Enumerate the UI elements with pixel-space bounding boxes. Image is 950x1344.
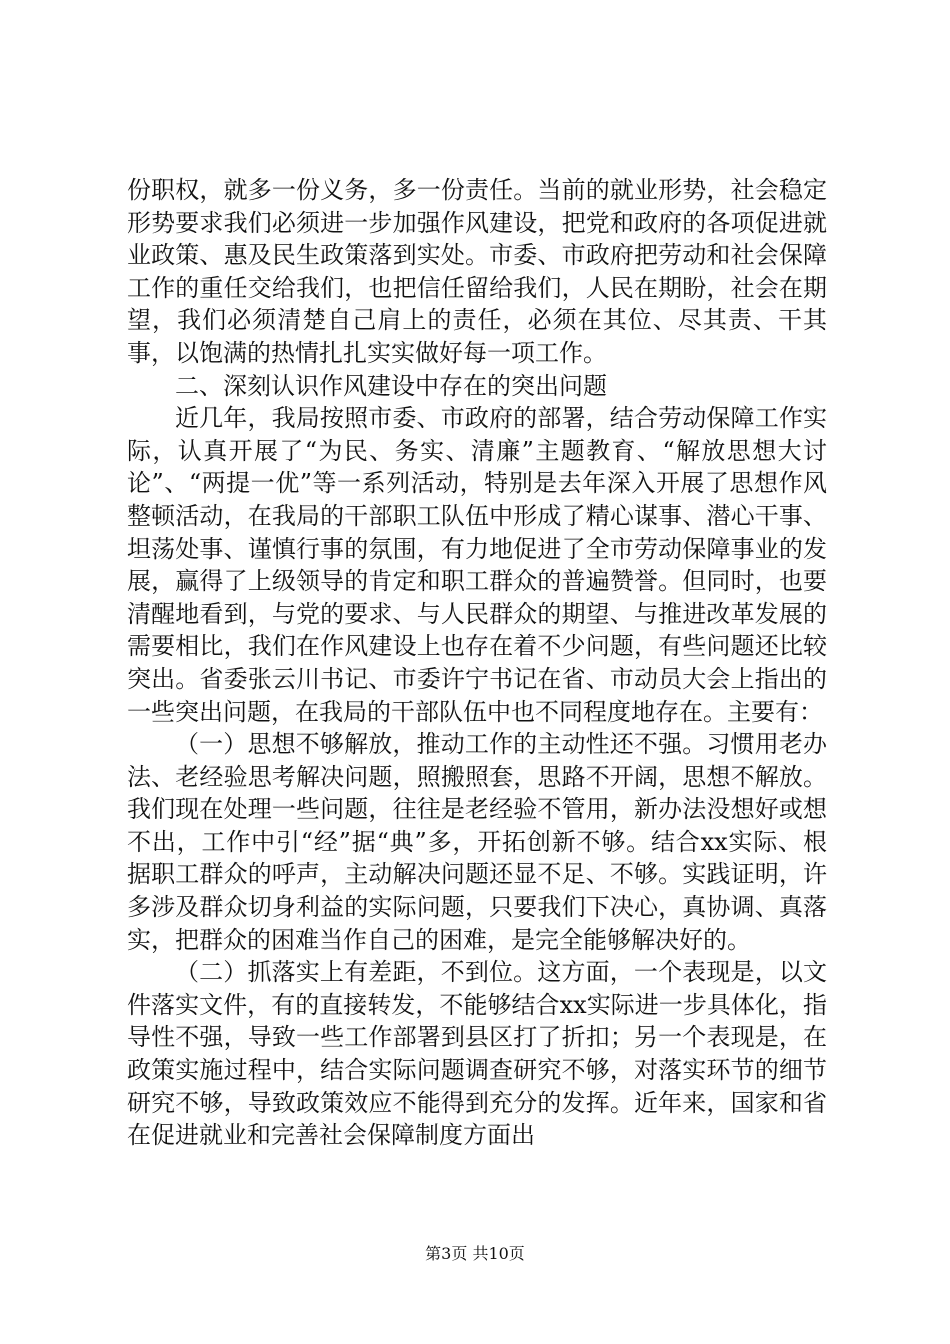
paragraph-continuation: 份职权，就多一份义务，多一份责任。当前的就业形势，社会稳定形势要求我们必须进一步加强作风建设，把党和政府的各项促进就业政策、惠及民生政策落到实处。市委、市政府把劳动和社会保障工作的重任交给我们，也把信任留给我们，人民在期盼，社会在期望，我们必须清楚自己肩上的责任，必须在其位、尽其责、干其事，以饱满的热情扎扎实实做好每一项工作。 [127, 176, 827, 367]
paragraph-point-2: （二）抓落实上有差距，不到位。这方面，一个表现是，以文件落实文件，有的直接转发，不能够结合xx实际进一步具体化，指导性不强，导致一些工作部署到县区打了折扣；另一个表现是，在政策实施过程中，结合实际问题调查研究不够，对落实环节的细节研究不够，导致政策效应不能得到充分的发挥。近年来，国家和省在促进就业和完善社会保障制度方面出 [127, 958, 827, 1150]
paragraph-point-1: （一）思想不够解放，推动工作的主动性还不强。习惯用老办法、老经验思考解决问题，照搬照套，思路不开阔，思想不解放。我们现在处理一些问题，往往是老经验不管用，新办法没想好或想不出，工作中引“经”据“典”多，开拓创新不够。结合xx实际、根据职工群众的呼声，主动解决问题还显不足、不够。实践证明，许多涉及群众切身利益的实际问题，只要我们下决心，真协调、真落实，把群众的困难当作自己的困难，是完全能够解决好的。 [127, 730, 827, 954]
paragraph-intro: 近几年，我局按照市委、市政府的部署，结合劳动保障工作实际，认真开展了“为民、务实、清廉”主题教育、“解放思想大讨论”、“两提一优”等一系列活动，特别是去年深入开展了思想作风整顿活动，在我局的干部职工队伍中形成了精心谋事、潜心干事、坦荡处事、谨慎行事的氛围，有力地促进了全市劳动保障事业的发展，赢得了上级领导的肯定和职工群众的普遍赞誉。但同时，也要清醒地看到，与党的要求、与人民群众的期望、与推进改革发展的需要相比，我们在作风建设上也存在着不少问题，有些问题还比较突出。省委张云川书记、市委许宁书记在省、市动员大会上指出的一些突出问题，在我局的干部队伍中也不同程度地存在。主要有： [127, 404, 827, 726]
page-number-footer: 第3页 共10页 [425, 1244, 525, 1263]
document-body [127, 174, 827, 1152]
section-heading: 二、深刻认识作风建设中存在的突出问题 [175, 371, 607, 400]
